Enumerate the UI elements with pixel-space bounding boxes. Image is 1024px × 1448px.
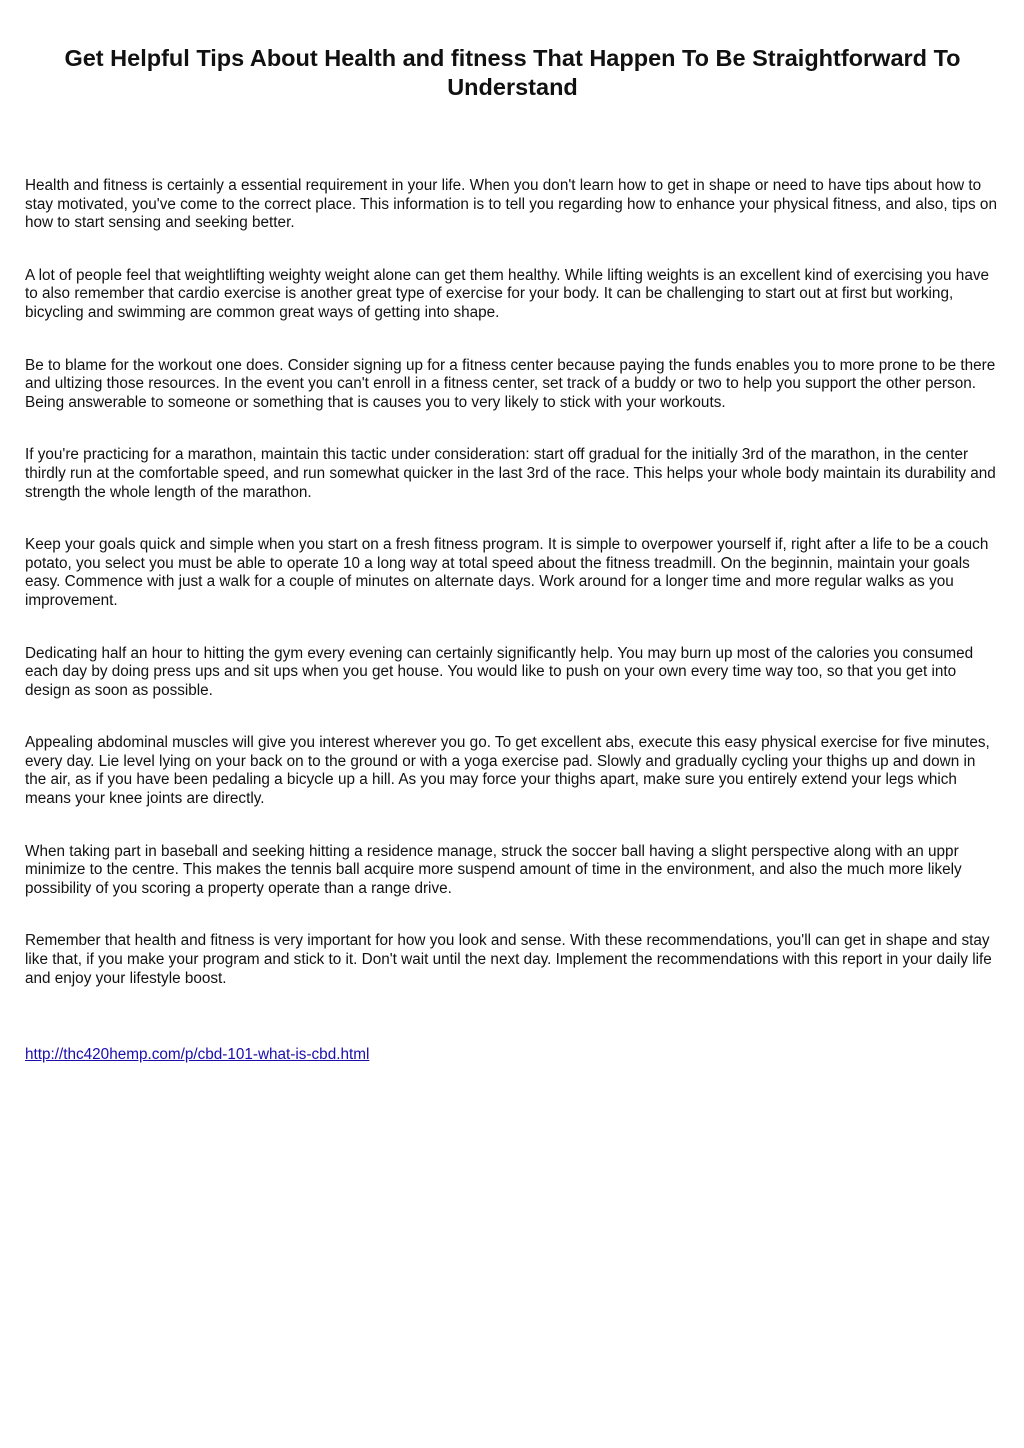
paragraph-8: When taking part in baseball and seeking hitting a residence manage, struck the soccer ball having a slight perspective along with an uppr minimize to the centre. This makes the tennis ball acquire more suspend amount of time in the environment, and also the much more likely possibility of you scoring a property operate than a range drive. [25, 842, 962, 897]
source-link[interactable]: http://thc420hemp.com/p/cbd-101-what-is-cbd.html [25, 1046, 370, 1064]
paragraph-7: Appealing abdominal muscles will give you interest wherever you go. To get excellent abs, execute this easy physical exercise for five minutes, every day. Lie level lying on your back on to the ground or with a yoga exercise pad. Slowly and gradually cycling your thighs up and down in the air, as if you have been pedaling a bicycle up a hill. As you may force your thighs apart, make sure you entirely extend your legs which means your knee joints are directly. [25, 734, 990, 808]
article-body [25, 177, 1000, 988]
link-container [25, 1046, 1000, 1065]
paragraph-6: Dedicating half an hour to hitting the gym every evening can certainly significantly help. You may burn up most of the calories you consumed each day by doing press ups and sit ups when you get house. You would like to push on your own every time way too, so that you get into design as soon as possible. [25, 644, 974, 699]
paragraph-5: Keep your goals quick and simple when you start on a fresh fitness program. It is simple to overpower yourself if, right after a life to be a couch potato, you select you must be able to operate 10 a long way at total speed about the fitness treadmill. On the beginnin, maintain your goals easy. Commence with just a walk for a couple of minutes on alternate days. Work around for a longer time and more regular walks as you improvement. [25, 536, 989, 609]
paragraph-2: A lot of people feel that weightlifting weighty weight alone can get them healthy. While lifting weights is an excellent kind of exercising you have to also remember that cardio exercise is another great type of exercise for your body. It can be challenging to start out at first but working, bicycling and swimming are common great ways of getting into shape. [25, 266, 989, 321]
paragraph-4: If you're practicing for a marathon, maintain this tactic under consideration: start off gradual for the initially 3rd of the marathon, in the center thirdly run at the comfortable speed, and run somewhat quicker in the last 3rd of the race. This helps your whole body maintain its durability and strength the whole length of the marathon. [25, 446, 996, 501]
paragraph-3: Be to blame for the workout one does. Consider signing up for a fitness center because paying the funds enables you to more prone to be there and ultizing those resources. In the event you can't enroll in a fitness center, set track of a buddy or two to help you support the other person. Being answerable to someone or something that is causes you to very likely to stick with your workouts. [25, 356, 996, 411]
paragraph-9: Remember that health and fitness is very important for how you look and sense. With these recommendations, you'll can get in shape and stay like that, if you make your program and stick to it. Don't wait until the next day. Implement the recommendations with this report in your daily life and enjoy your lifestyle boost. [25, 932, 992, 987]
paragraph-1: Health and fitness is certainly a essential requirement in your life. When you don't learn how to get in shape or need to have tips about how to stay motivated, you've come to the correct place. This information is to tell you regarding how to enhance your physical fitness, and also, tips on how to start sensing and seeking better. [25, 177, 997, 232]
page-title: Get Helpful Tips About Health and fitness That Happen To Be Straightforward To Understand [64, 45, 961, 100]
